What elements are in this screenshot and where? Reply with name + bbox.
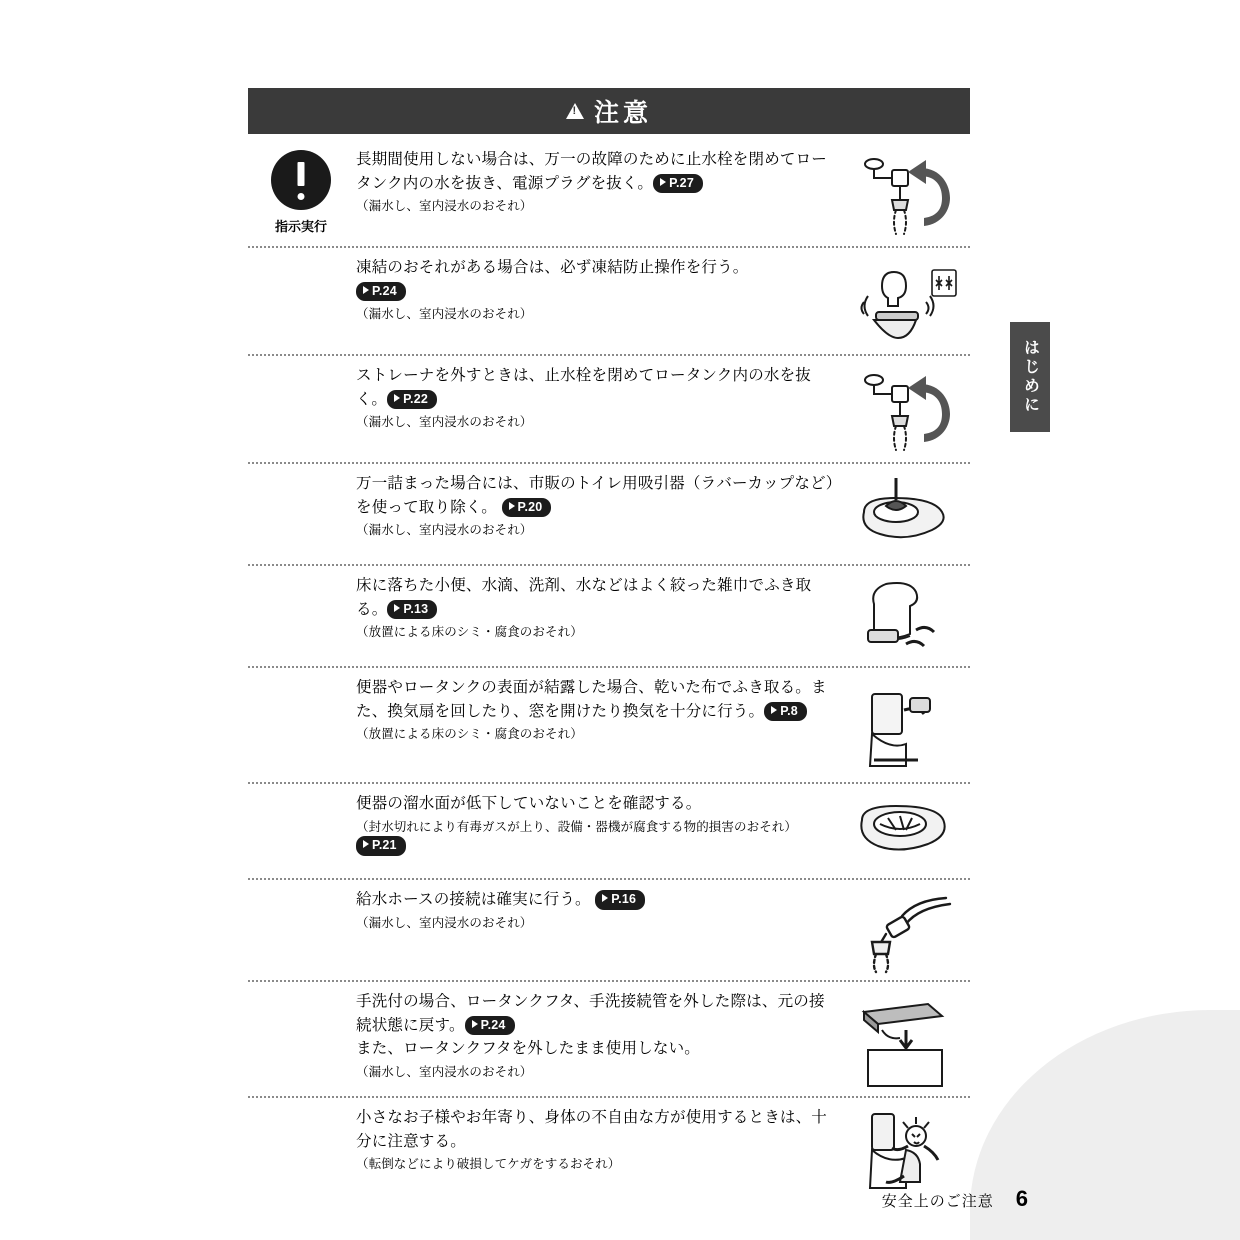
item-main-text: [356, 676, 836, 723]
item-main-text: [356, 574, 836, 621]
page-reference-label: P.22: [403, 391, 428, 406]
item-main-label: 給水ホースの接続は確実に行う。: [356, 891, 591, 908]
item-main-label: 手洗付の場合、ロータンクフタ、手洗接続管を外した際は、元の接続状態に戻す。: [356, 993, 825, 1034]
item-ref-line: [356, 280, 836, 304]
item-text: [248, 1106, 842, 1174]
item-sub-text: （漏水し、室内浸水のおそれ）: [356, 523, 533, 538]
list-item: [248, 140, 970, 248]
item-text: [248, 574, 842, 642]
item-main-label: 便器の溜水面が低下していないことを確認する。: [356, 795, 702, 812]
play-triangle-icon: [363, 286, 369, 294]
page-number: 6: [1015, 1186, 1028, 1211]
play-triangle-icon: [472, 1020, 478, 1028]
page-reference-label: P.8: [780, 703, 798, 718]
play-triangle-icon: [509, 502, 515, 510]
item-main-label: 床に落ちた小便、水滴、洗剤、水などはよく絞った雑巾でふき取る。: [356, 577, 812, 618]
condensation-wipe-icon: [842, 676, 970, 776]
item-text: [248, 888, 842, 932]
supply-hose-icon: [842, 888, 970, 974]
play-triangle-icon: [394, 394, 400, 402]
page-reference-label: P.24: [480, 1017, 506, 1032]
mandatory-action-icon: [271, 150, 331, 210]
footer-section-label: 安全上のご注意: [881, 1193, 994, 1210]
page-reference-badge[interactable]: [764, 702, 807, 722]
item-main-text: [356, 888, 836, 912]
list-item: [248, 356, 970, 464]
item-text: [248, 472, 842, 540]
item-sub-text: （漏水し、室内浸水のおそれ）: [356, 1064, 533, 1079]
item-main-label: 長期間使用しない場合は、万一の故障のために止水栓を閉めてロータンク内の水を抜き、電源プラグを抜く。: [356, 151, 828, 192]
tank-lid-icon: [842, 990, 970, 1090]
play-triangle-icon: [363, 840, 369, 848]
strainer-shutoff-icon: [842, 364, 970, 456]
bowl-water-level-icon: [842, 792, 970, 872]
item-sub-label: （封水切れにより有毒ガスが上り、設備・器機が腐食する物的損害のおそれ）: [356, 819, 798, 834]
item-main-text: [356, 990, 836, 1037]
list-item: [248, 248, 970, 356]
item-sub-text: （放置による床のシミ・腐食のおそれ）: [356, 625, 583, 640]
item-main-label: 便器やロータンクの表面が結露した場合、乾いた布でふき取る。また、換気扇を回したり、窓を開けたり換気を十分に行う。: [356, 679, 827, 720]
caution-list: [248, 140, 970, 1208]
item-sub-text: （転倒などにより破損してケガをするおそれ）: [356, 1157, 621, 1172]
page-reference-label: P.20: [517, 499, 543, 514]
page-reference-label: P.27: [669, 175, 694, 190]
page-reference-label: P.24: [372, 283, 397, 298]
item-text: [248, 676, 842, 744]
play-triangle-icon: [660, 178, 666, 186]
item-sub-text: （漏水し、室内浸水のおそれ）: [356, 199, 533, 214]
faucet-shutoff-valve-icon: [842, 148, 970, 240]
page-footer: [882, 1186, 1028, 1212]
item-main-text: [356, 792, 836, 816]
item-sub-text: [356, 818, 836, 857]
page-reference-label: P.13: [403, 601, 429, 616]
list-item: [248, 1098, 970, 1208]
item-main-text-2: また、ロータンクフタを外したまま使用しない。: [356, 1040, 701, 1058]
list-item: [248, 880, 970, 982]
page-content: [248, 88, 970, 1208]
list-item: [248, 566, 970, 668]
item-main-label: ストレーナを外すときは、止水栓を閉めてロータンク内の水を抜く。: [356, 367, 811, 408]
item-sub-text: （漏水し、室内浸水のおそれ）: [356, 307, 533, 322]
warning-triangle-icon: [566, 103, 584, 119]
item-main-text: [356, 364, 836, 411]
item-main-label: 凍結のおそれがある場合は、必ず凍結防止操作を行う。: [356, 259, 749, 276]
item-sub-text: （放置による床のシミ・腐食のおそれ）: [356, 727, 583, 742]
item-text: [248, 990, 842, 1081]
item-text: [248, 364, 842, 432]
item-main-text: [356, 256, 836, 280]
page-reference-badge[interactable]: [356, 282, 406, 302]
mandatory-action-label: 指示実行: [274, 219, 327, 234]
page-reference-badge[interactable]: [502, 498, 552, 518]
plunger-bowl-icon: [842, 472, 970, 558]
side-tab-label: はじめに: [1021, 339, 1039, 415]
item-main-text: [356, 472, 836, 519]
item-text: [248, 256, 842, 324]
list-item: [248, 464, 970, 566]
list-item: [248, 668, 970, 784]
page-reference-label: P.16: [611, 892, 637, 906]
page-reference-badge[interactable]: [387, 390, 437, 410]
item-text: [248, 792, 842, 856]
item-sub-text: （漏水し、室内浸水のおそれ）: [356, 915, 533, 930]
wipe-floor-icon: [842, 574, 970, 660]
caution-header: [248, 88, 970, 134]
play-triangle-icon: [771, 706, 777, 714]
item-main-label: 万一詰まった場合には、市販のトイレ用吸引器（ラバーカップなど）を使って取り除く。: [356, 475, 834, 516]
page-reference-label: P.21: [372, 838, 397, 853]
item-sub-text: （漏水し、室内浸水のおそれ）: [356, 415, 533, 430]
side-tab-hajimeni: [1010, 322, 1050, 432]
caution-title: 注意: [593, 99, 652, 127]
play-triangle-icon: [602, 894, 608, 902]
page-reference-badge[interactable]: [465, 1016, 515, 1036]
page-reference-badge[interactable]: [595, 890, 645, 910]
list-item: [248, 982, 970, 1098]
mandatory-icon-group: [258, 150, 344, 235]
page-reference-badge[interactable]: [387, 600, 437, 620]
toilet-freeze-icon: [842, 256, 970, 348]
play-triangle-icon: [394, 604, 400, 612]
page-reference-badge[interactable]: [356, 836, 406, 856]
item-main-text: [356, 148, 836, 195]
list-item: [248, 784, 970, 880]
page-reference-badge[interactable]: [653, 174, 703, 194]
item-main-text: 小さなお子様やお年寄り、身体の不自由な方が使用するときは、十分に注意する。: [356, 1109, 828, 1150]
